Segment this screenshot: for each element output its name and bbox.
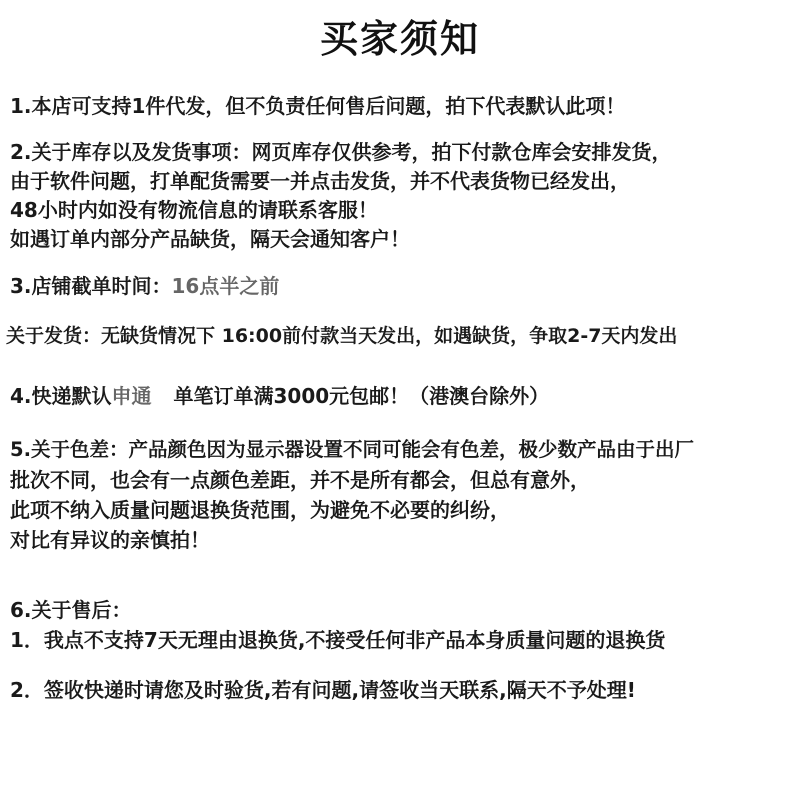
notice-5-line-4: 对比有异议的亲慎拍！ [10, 528, 210, 552]
cutoff-label: 3.店铺截单时间： [10, 274, 172, 298]
courier-name: 申通 [111, 384, 152, 408]
courier-label: 4.快递默认 [10, 384, 112, 408]
notice-6-item-1: 1．我点不支持7天无理由退换货,不接受任何非产品本身质量问题的退换货 [10, 628, 666, 652]
notice-2-line-3: 48小时内如没有物流信息的请联系客服！ [10, 198, 378, 222]
notice-3-line-1 [10, 272, 279, 300]
notice-2-line-4: 如遇订单内部分产品缺货，隔天会通知客户！ [10, 227, 410, 251]
cutoff-time: 16点半之前 [171, 274, 280, 298]
notice-2-line-2: 由于软件问题，打单配货需要一并点击发货，并不代表货物已经发出， [10, 169, 630, 193]
notice-5-line-3: 此项不纳入质量问题退换货范围，为避免不必要的纠纷， [10, 498, 510, 522]
notice-6-item-2: 2．签收快递时请您及时验货,若有问题,请签收当天联系,隔天不予处理! [10, 678, 636, 702]
notice-3-line-2: 关于发货：无缺货情况下 16:00前付款当天发出，如遇缺货，争取2-7天内发出 [6, 325, 678, 347]
notice-5-line-1: 5.关于色差：产品颜色因为显示器设置不同可能会有色差，极少数产品由于出厂 [10, 438, 694, 461]
notice-2-line-1: 2.关于库存以及发货事项：网页库存仅供参考，拍下付款仓库会安排发货， [10, 140, 672, 164]
notice-1: 1.本店可支持1件代发，但不负责任何售后问题，拍下代表默认此项！ [10, 94, 626, 118]
free-shipping-text: 单笔订单满3000元包邮！（港澳台除外） [173, 384, 550, 408]
page-title: 买家须知 [319, 17, 480, 61]
notice-6-heading: 6.关于售后： [10, 598, 132, 622]
notice-5-line-2: 批次不同，也会有一点颜色差距，并不是所有都会，但总有意外， [10, 468, 590, 492]
notice-4 [10, 382, 549, 410]
